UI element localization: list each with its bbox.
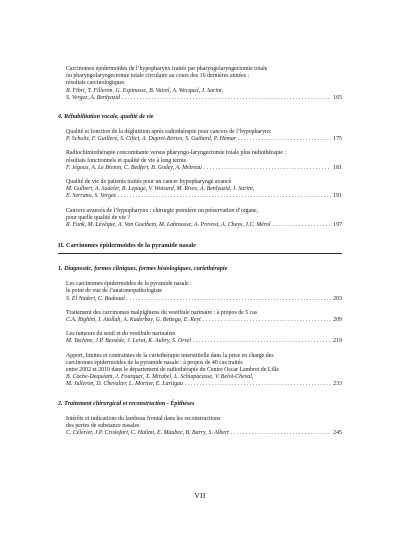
entry-title-line: pour quelle qualité de vie ? <box>66 214 130 221</box>
entry-title-line: Cancers avancés de l’hypopharynx : chirurgie première ou préservation d’organe, <box>66 207 259 214</box>
toc-entry <box>66 150 342 172</box>
entry-authors: S. Vergez, A. Benlyazid <box>66 94 120 101</box>
toc-entry <box>66 416 342 438</box>
entry-title-line: Apport, limites et contraintes de la curiethérapie interstitielle dans la prise en charge des <box>66 352 274 359</box>
toc-entry <box>66 331 342 345</box>
page-number: VII <box>194 491 206 500</box>
toc-entry <box>66 66 342 102</box>
section-heading: 2. Traitement chirurgical et reconstruction - Épithèses <box>58 400 195 407</box>
entry-authors-page-row <box>66 296 342 303</box>
entry-authors: C.A. Righini, I. Atallah, A. Kaderbay, G. Bettega, E. Reyt <box>66 317 201 324</box>
part-2-sub-2-entries <box>58 416 342 438</box>
entry-title-line: des pertes de substance nasales <box>66 422 140 429</box>
entry-title-line: Qualité de vie de patients traités pour un cancer hypopharyngé avancé <box>66 179 232 186</box>
toc-content <box>58 66 342 444</box>
dot-leader <box>203 317 331 324</box>
entry-page-number: 181 <box>333 164 342 171</box>
dot-leader <box>185 381 331 388</box>
entry-title-line: Carcinomes épidermoïdes de l’hypopharynx traités par pharyngolaryngectomie totale <box>66 66 268 72</box>
toc-entry <box>66 208 342 230</box>
toc-entry <box>66 281 342 303</box>
entry-authors-page-row <box>66 165 342 172</box>
entry-page-number: 197 <box>333 222 342 229</box>
entry-page-number: 175 <box>333 136 342 143</box>
dot-leader <box>273 222 332 229</box>
entry-title-line: Traitement des carcinomes malpighiens du vestibule narinaire : à propos de 5 cas <box>66 309 258 316</box>
entry-authors-line: B. Fibri, T. Filleron, G. Espinasse, B. Vairel, A. Wecquel, J. Sarini, <box>66 87 224 94</box>
entry-authors-page-row <box>66 317 342 324</box>
entry-authors: S. El Naderi, C. Badoual <box>66 295 125 302</box>
entry-title-line: Qualité et fonction de la déglutition après radiothérapie pour cancers de l’hypopharynx <box>66 129 271 136</box>
entry-authors-line: B. Coche-Dequéant, J. Fourquet, X. Mirabel, L. Schiapacasse, V. Belot-Cheval, <box>66 374 254 381</box>
section-heading: 4. Réhabilitation vocale, qualité de vie <box>58 114 154 121</box>
entry-authors-page-row <box>66 338 342 345</box>
entry-authors-line: M. Gulbert, A. Sadeler, B. Lepage, V. Woisard, M. Rives, A. Benlyazid, J. Sarini, <box>66 186 255 193</box>
entry-page-number: 219 <box>333 338 342 345</box>
entry-authors-page-row <box>66 222 342 229</box>
entry-page-number: 165 <box>333 94 342 101</box>
entry-page-number: 233 <box>333 381 342 388</box>
toc-entry <box>66 353 342 389</box>
toc-entry <box>66 179 342 201</box>
section-a-entries <box>58 66 342 102</box>
section-heading: 1. Diagnostic, formes cliniques, formes histologiques, curiethérapie <box>58 266 228 273</box>
entry-title-line: Intérêts et indications du lambeau frontal dans les reconstructions <box>66 415 221 422</box>
entry-authors: R. Funk, M. Lévêque, A. Van Goethem, M. Labrousse, A. Prevost, A. Chays, J.C. Mérol <box>66 222 271 229</box>
dot-leader <box>204 165 331 172</box>
dot-leader <box>193 338 331 345</box>
part-heading-text: II. Carcinomes épidermoïdes de la pyramide nasale <box>58 242 196 250</box>
entry-title-line: résultats fonctionnels et qualité de vie à long terme <box>66 157 187 164</box>
entry-title-line: entre 2002 et 2010 dans le département de radiothérapie du Centre Oscar Lambret de Lille <box>66 367 279 374</box>
dot-leader <box>238 136 331 143</box>
dot-leader <box>118 193 331 200</box>
entry-authors-page-row <box>66 95 342 102</box>
entry-authors-page-row <box>66 381 342 388</box>
entry-title-line: Radiochimiothérapie concomitante versus pharyngo-laryngectomie totale plus radiothérapie : <box>66 150 287 157</box>
entry-authors-page-row <box>66 430 342 437</box>
dot-leader <box>122 95 331 102</box>
entry-page-number: 191 <box>333 193 342 200</box>
entry-page-number: 203 <box>333 295 342 302</box>
entry-title-line: carcinomes épidermoïdes de la pyramide nasale : à propos de 40 cas traités <box>66 359 243 366</box>
toc-entry <box>66 129 342 143</box>
entry-page-number: 245 <box>333 430 342 437</box>
dot-leader <box>231 430 331 437</box>
entry-authors: E. Serrano, S. Vergez <box>66 193 116 200</box>
part-heading <box>58 242 342 254</box>
entry-page-number: 209 <box>333 317 342 324</box>
entry-authors: F. Jégoux, A. Le Breton, C. Bedfert, B. Godey, A. Métreau <box>66 164 202 171</box>
section-4-entries <box>58 129 342 229</box>
entry-title-line: résultats carcinologiques <box>66 80 125 87</box>
entry-authors: P. Schultz, F. Guilleré, S. Ciftci, A. Dupret-Bories, S. Guibard, P. Hémar <box>66 136 236 143</box>
part-heading-rule <box>58 253 342 254</box>
part-2-sub-1-entries <box>58 281 342 388</box>
entry-title-line: Les tumeurs du seuil et du vestibule narinaires <box>66 331 176 338</box>
toc-entry <box>66 310 342 324</box>
entry-authors: M. Julleron, D. Chevalier, L. Mortier, E. Lartigau <box>66 381 183 388</box>
entry-title-line: le point de vue de l’anatomopathologiste <box>66 288 163 295</box>
entry-authors-page-row <box>66 193 342 200</box>
entry-title-line: ou pharyngolaryngectomie totale circulaire au cours des 10 dernières années : <box>66 73 250 80</box>
entry-authors-page-row <box>66 136 342 143</box>
dot-leader <box>127 296 331 303</box>
entry-title-line: Les carcinomes épidermoïdes de la pyramide nasale : <box>66 281 192 288</box>
entry-authors: M. Yachine, J.P. Bessède, J. Lerat, K. Aubry, S. Orsel <box>66 338 192 345</box>
entry-authors: C. Célérier, J.P. Cristofari, C. Halimi, E. Maubec, B. Barry, S. Albert <box>66 430 229 437</box>
